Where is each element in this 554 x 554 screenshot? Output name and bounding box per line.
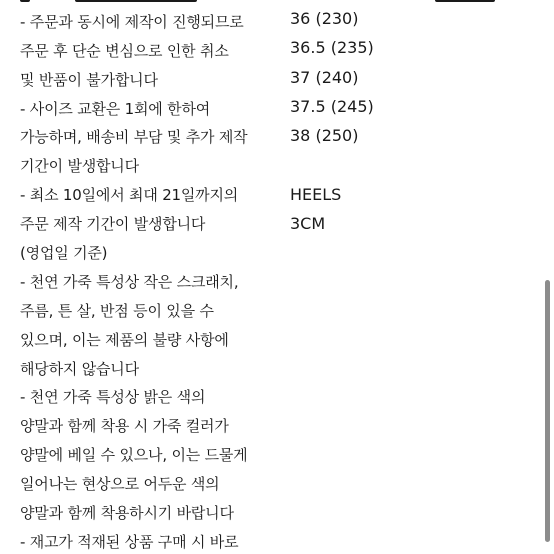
notice-line: 주름, 튼 살, 반점 등이 있을 수 xyxy=(20,301,214,320)
notice-line: - 천연 가죽 특성상 밝은 색의 xyxy=(20,388,206,407)
size-option: 36.5 (235) xyxy=(290,38,374,58)
notice-line: - 최소 10일에서 최대 21일까지의 xyxy=(20,186,239,205)
size-option: 37.5 (245) xyxy=(290,96,374,116)
notice-line: 및 반품이 불가합니다 xyxy=(20,70,158,89)
notice-line xyxy=(20,0,300,8)
notice-line: 기간이 발생합니다 xyxy=(20,157,139,176)
notice-line: - 천연 가죽 특성상 작은 스크래치, xyxy=(20,272,239,291)
notice-line: - 주문과 동시에 제작이 진행되므로 xyxy=(20,12,244,31)
notice-line: 주문 후 단순 변심으로 인한 취소 xyxy=(20,41,229,60)
heels-height: 3CM xyxy=(290,214,326,234)
size-option: 36 (230) xyxy=(290,9,359,28)
notice-line: - 사이즈 교환은 1회에 한하여 xyxy=(20,99,211,118)
heels-label: HEELS xyxy=(290,184,342,204)
size-option: 38 (250) xyxy=(290,126,359,146)
notice-line: 해당하지 않습니다 xyxy=(20,359,139,378)
notice-line: 양말과 함께 착용하시기 바랍니다 xyxy=(20,504,234,523)
notice-line: 양말에 베일 수 있으나, 이는 드물게 xyxy=(20,446,248,465)
notice-line: 가능하며, 배송비 부담 및 추가 제작 xyxy=(20,128,248,147)
size-option: 37 (240) xyxy=(290,67,359,87)
notice-line: (영업일 기준) xyxy=(20,244,108,263)
scrollbar-thumb[interactable] xyxy=(545,280,550,542)
notice-line: 양말과 함께 착용 시 가죽 컬러가 xyxy=(20,417,229,436)
notice-line: 있으며, 이는 제품의 불량 사항에 xyxy=(20,330,229,349)
size-info xyxy=(290,4,540,238)
spacer xyxy=(290,150,540,179)
order-notice-text xyxy=(20,0,300,554)
notice-line: 일어나는 현상으로 어두운 색의 xyxy=(20,475,220,494)
clipped-text-fragment xyxy=(435,0,495,2)
notice-line: - 재고가 적재된 상품 구매 시 바로 xyxy=(20,532,239,551)
notice-line: 주문 제작 기간이 발생합니다 xyxy=(20,215,206,234)
